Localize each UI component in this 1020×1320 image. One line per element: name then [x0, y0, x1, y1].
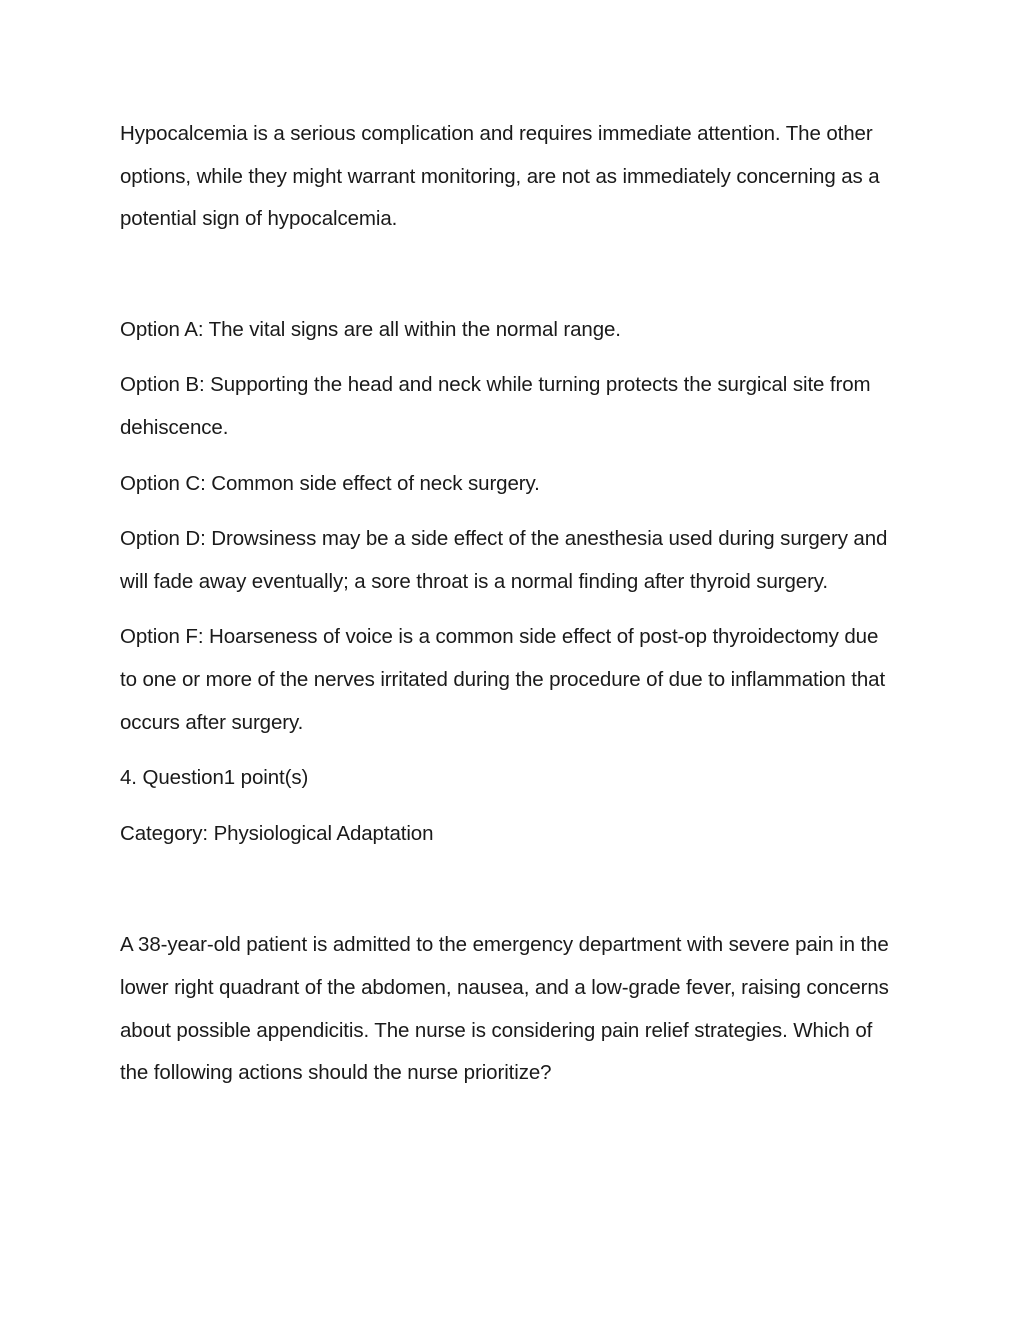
- rationale-paragraph: Hypocalcemia is a serious complication and requires immediate attention. The other options, while they might warrant monitoring, are not as immediately concerning as a potential sign of hypocalcemia.: [120, 122, 880, 231]
- option-c-explanation: Option C: Common side effect of neck surgery.: [120, 471, 540, 495]
- document-page: [120, 113, 900, 1095]
- question-stem: A 38-year-old patient is admitted to the emergency department with severe pain in the lower right quadrant of the abdomen, nausea, and a low-grade fever, raising concerns about possible appendicitis. The nurse is considering pain relief strategies. Which of the following actions should the nurse prioritize?: [120, 933, 889, 1085]
- option-b-explanation: Option B: Supporting the head and neck while turning protects the surgical site from dehiscence.: [120, 373, 871, 439]
- question-header: 4. Question1 point(s): [120, 766, 309, 790]
- option-a-explanation: Option A: The vital signs are all within the normal range.: [120, 317, 621, 341]
- option-f-explanation: Option F: Hoarseness of voice is a common side effect of post-op thyroidectomy due to one or more of the nerves irritated during the procedure of due to inflammation that occurs after surgery.: [120, 625, 886, 734]
- option-d-explanation: Option D: Drowsiness may be a side effect of the anesthesia used during surgery and will fade away eventually; a sore throat is a normal finding after thyroid surgery.: [120, 527, 888, 593]
- question-category: Category: Physiological Adaptation: [120, 821, 434, 845]
